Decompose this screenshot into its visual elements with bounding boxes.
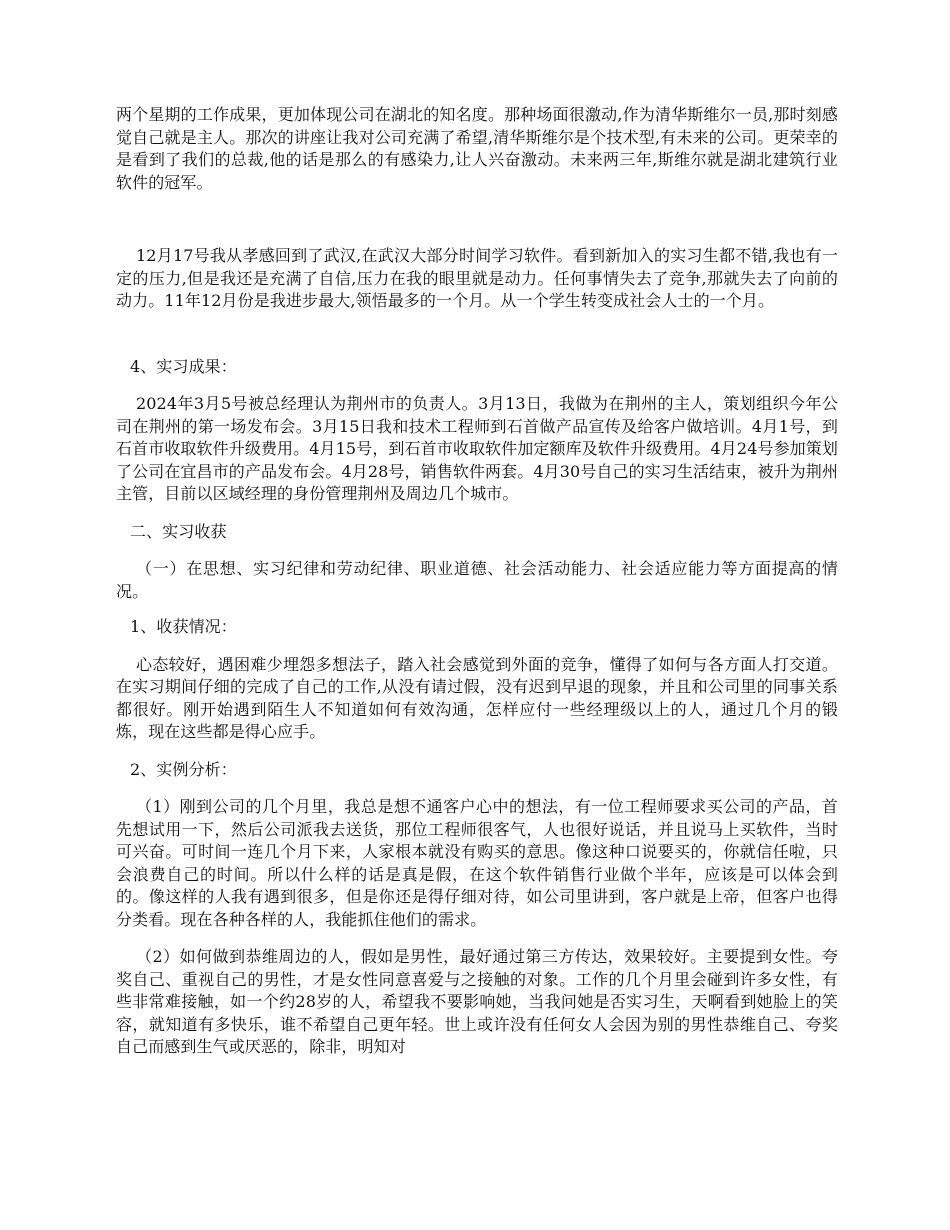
paragraph-return-to-wuhan: 12月17号我从孝感回到了武汉,在武汉大部分时间学习软件。看到新加入的实习生都不错,我也有一定的压力,但是我还是充满了自信,压力在我的眼里就是动力。任何事情失去了竞争,那就失去了向前的动力。11年12月份是我进步最大,领悟最多的一个月。从一个学生转变成社会人士的一个月。 [116, 246, 838, 310]
heading-internship-gains: 二、实习收获 [130, 521, 227, 541]
heading-case-analysis: 2、实例分析： [130, 759, 237, 779]
heading-gains-situation: 1、收获情况： [130, 617, 237, 636]
paragraph-case-one: （1）刚到公司的几个月里，我总是想不通客户心中的想法，有一位工程师要求买公司的产品，首先想试用一下，然后公司派我去送货，那位工程师很客气，人也很好说话，并且说马上买软件，当时可兴奋。可时间一连几个月下来，人家根本就没有购买的意思。像这种口说要买的，你就信任啦，只会浪费自己的时间。所以什么样的话是真是假，在这个软件销售行业做个半年，应该是可以体会到的。像这样的人我有遇到很多，但是你还是得仔细对待，如公司里讲到，客户就是上帝，但客户也得分类看。现在各种各样的人，我能抓住他们的需求。 [116, 797, 838, 929]
paragraph-gains-detail: 心态较好，遇困难少埋怨多想法子，踏入社会感觉到外面的竞争，懂得了如何与各方面人打交道。在实习期间仔细的完成了自己的工作,从没有请过假，没有迟到早退的现象，并且和公司里的同事关系都很好。刚开始遇到陌生人不知道如何有效沟通，怎样应付一些经理级以上的人，通过几个月的锻炼，现在这些都是得心应手。 [116, 654, 838, 741]
paragraph-results-detail: 2024年3月5号被总经理认为荆州市的负责人。3月13日，我做为在荆州的主人，策划组织今年公司在荆州的第一场发布会。3月15日我和技术工程师到石首做产品宣传及给客户做培训。4月1号，到石首市收取软件升级费用。4月15号，到石首市收取软件加定额库及软件升级费用。4月24号参加策划了公司在宜昌市的产品发布会。4月28号，销售软件两套。4月30号自己的实习生活结束，被升为荆州主管，目前以区域经理的身份管理荆州及周边几个城市。 [116, 394, 838, 503]
document-page [116, 104, 838, 1059]
paragraph-improvement-overview: （一）在思想、实习纪律和劳动纪律、职业道德、社会活动能力、社会适应能力等方面提高的情况。 [116, 559, 838, 601]
paragraph-company-lecture: 两个星期的工作成果，更加体现公司在湖北的知名度。那种场面很激动,作为清华斯维尔一员,那时刻感觉自己就是主人。那次的讲座让我对公司充满了希望,清华斯维尔是个技术型,有未来的公司。更荣幸的是看到了我们的总裁,他的话是那么的有感染力,让人兴奋激动。未来两三年,斯维尔就是湖北建筑行业软件的冠军。 [116, 105, 838, 192]
heading-internship-results: 4、实习成果： [130, 356, 237, 376]
paragraph-case-two: （2）如何做到恭维周边的人，假如是男性，最好通过第三方传达，效果较好。主要提到女性。夸奖自己、重视自己的男性，才是女性同意喜爱与之接触的对象。工作的几个月里会碰到许多女性，有些非常难接触，如一个约28岁的人，希望我不要影响她，当我问她是否实习生，天啊看到她脸上的笑容，就知道有多快乐，谁不希望自己更年轻。世上或许没有任何女人会因为别的男性恭维自己、夸奖自己而感到生气或厌恶的，除非，明知对 [116, 947, 838, 1056]
